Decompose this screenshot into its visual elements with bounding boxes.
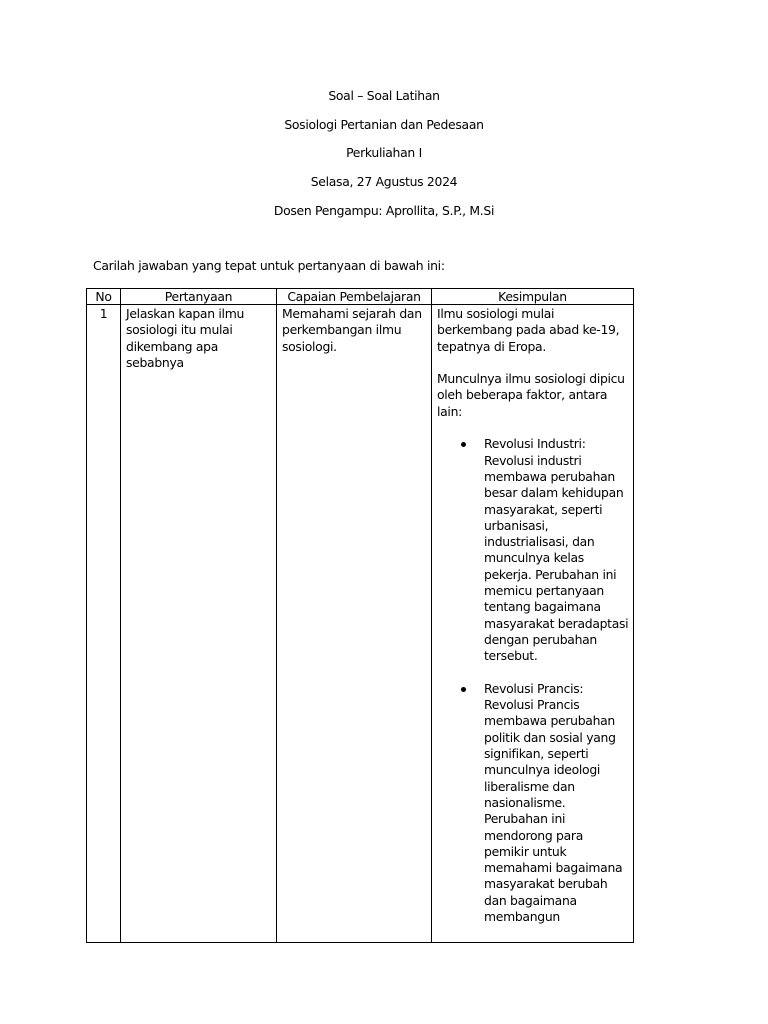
- column-header-no: No: [87, 289, 121, 305]
- factor-title: Revolusi Industri:: [484, 436, 586, 452]
- conclusion-lead: Munculnya ilmu sosiologi dipicu oleh beberapa faktor, antara lain:: [437, 371, 625, 419]
- list-item: [437, 436, 630, 664]
- column-header-conclusion: Kesimpulan: [432, 289, 634, 305]
- column-header-outcome: Capaian Pembelajaran: [277, 289, 432, 305]
- conclusion-cell: [432, 305, 634, 943]
- date-label: Selasa, 27 Agustus 2024: [310, 174, 458, 189]
- factor-text: Revolusi industri membawa perubahan besar dalam kehidupan masyarakat, seperti urbanisasi, industrialisasi, dan munculnya kelas pekerja. Perubahan ini memicu pertanyaan tentang bagaimana masyarakat beradaptasi dengan perubahan tersebut.: [484, 452, 629, 664]
- instruction-text: Carilah jawaban yang tepat untuk pertanyaan di bawah ini:: [93, 258, 445, 273]
- questions-table: [86, 288, 634, 943]
- table-row: [87, 305, 634, 943]
- factor-text: Revolusi Prancis membawa perubahan politik dan sosial yang signifikan, seperti munculnya ideologi liberalisme dan nasionalisme. Perubahan ini mendorong para pemikir untuk memahami bagaimana masyarakat berubah dan bagaimana membangun: [484, 697, 623, 924]
- row-number: 1: [87, 305, 121, 943]
- session-label: Perkuliahan I: [346, 145, 422, 160]
- course-name: Sosiologi Pertanian dan Pedesaan: [284, 117, 484, 132]
- document-title: Soal – Soal Latihan: [328, 88, 440, 103]
- outcome-cell: Memahami sejarah dan perkembangan ilmu sosiologi.: [277, 305, 432, 943]
- factor-title: Revolusi Prancis:: [484, 680, 584, 696]
- list-item: [437, 681, 630, 925]
- factor-list: [437, 436, 630, 925]
- bullet-icon: [461, 687, 466, 692]
- bullet-icon: [461, 442, 466, 447]
- conclusion-intro: Ilmu sosiologi mulai berkembang pada abad ke-19, tepatnya di Eropa.: [437, 306, 620, 354]
- lecturer-label: Dosen Pengampu: Aprollita, S.P., M.Si: [273, 203, 495, 218]
- table-header-row: [87, 289, 634, 305]
- question-cell: Jelaskan kapan ilmu sosiologi itu mulai dikembang apa sebabnya: [121, 305, 277, 943]
- column-header-question: Pertanyaan: [121, 289, 277, 305]
